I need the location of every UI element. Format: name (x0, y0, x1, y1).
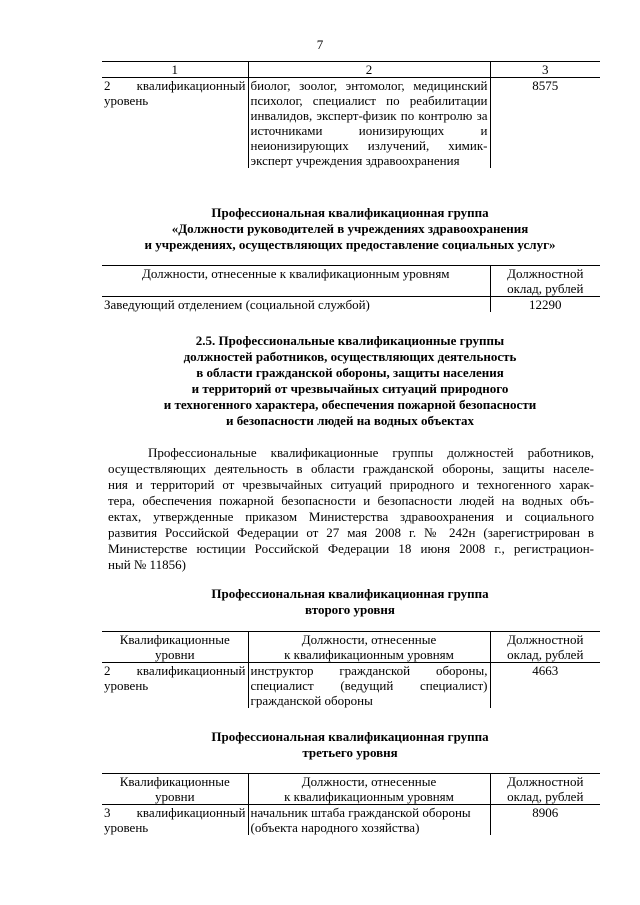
qualification-table-continued (102, 61, 600, 168)
heading-line: Профессиональная квалификационная группа (211, 205, 489, 220)
header-salary-line: Должностной (507, 774, 584, 789)
table-row (102, 297, 600, 313)
heading-line: второго уровня (305, 602, 395, 617)
header-positions (248, 774, 490, 805)
header-positions-line: Должности, отнесенные (301, 632, 437, 647)
group-heading-second-level (60, 586, 640, 618)
header-salary (490, 266, 600, 297)
table-row (102, 78, 600, 169)
salary-cell: 12290 (490, 297, 600, 313)
page-number: 7 (316, 37, 324, 52)
heading-line: 2.5. Профессиональные квалификационные группы (195, 333, 505, 348)
positions-cell: инструктор гражданской обороны, специалист (ведущий специалист) гражданской обороны (248, 663, 490, 709)
header-levels (102, 774, 248, 805)
second-level-table (102, 631, 600, 708)
table-row (102, 663, 600, 709)
header-salary (490, 774, 600, 805)
table-row (102, 805, 600, 836)
column-number-3: 3 (490, 62, 600, 78)
table-header-row (102, 266, 600, 297)
header-salary-line: Должностной (507, 266, 584, 281)
header-levels-line: Квалификационные (119, 774, 230, 789)
section-heading-civil-defense (60, 333, 640, 429)
paragraph-line: тера, обеспечения пожарной безопасности и безопасности людей на водных объ- (108, 493, 594, 508)
salary-cell: 4663 (490, 663, 600, 709)
group-heading-third-level (60, 729, 640, 761)
positions-cell: начальник штаба гражданской обороны (объекта народного хозяйства) (248, 805, 490, 836)
header-levels-line: уровни (154, 647, 195, 662)
qualification-level-cell: 3 квалификационный уровень (104, 805, 246, 835)
heading-line: и безопасности людей на водных объектах (225, 413, 475, 428)
header-levels-line: Квалификационные (119, 632, 230, 647)
paragraph-line: ния и территорий от чрезвычайных ситуаций природного и техногенного харак- (108, 477, 594, 492)
position-cell: Заведующий отделением (социальной службой) (104, 297, 370, 312)
paragraph-line: Министерстве юстиции Российской Федерации 18 июня 2008 г., регистрацион- (108, 541, 594, 556)
heading-line: в области гражданской обороны, защиты населения (196, 365, 504, 380)
salary-cell: 8906 (490, 805, 600, 836)
paragraph-line: Профессиональные квалификационные группы должностей работников, (148, 445, 594, 460)
table-header-row (102, 632, 600, 663)
heading-line: и учреждениях, осуществляющих предоставление социальных услуг» (144, 237, 556, 252)
header-salary (490, 632, 600, 663)
salary-cell: 8575 (490, 78, 600, 169)
header-levels-line: уровни (154, 789, 195, 804)
heading-line: и территорий от чрезвычайных ситуаций природного (191, 381, 509, 396)
header-positions: Должности, отнесенные к квалификационным уровням (141, 266, 450, 281)
header-levels (102, 632, 248, 663)
section-paragraph (108, 445, 594, 573)
heading-line: должностей работников, осуществляющих деятельность (183, 349, 517, 364)
heading-line: и техногенного характера, обеспечения пожарной безопасности (163, 397, 537, 412)
paragraph-line: ектах, утвержденные приказом Министерства здравоохранения и социального (108, 509, 594, 524)
column-number-2: 2 (248, 62, 490, 78)
heading-line: Профессиональная квалификационная группа (211, 586, 489, 601)
header-positions (248, 632, 490, 663)
header-positions-line: Должности, отнесенные (301, 774, 437, 789)
header-salary-line: Должностной (507, 632, 584, 647)
header-salary-line: оклад, рублей (507, 789, 584, 804)
heading-line: третьего уровня (302, 745, 398, 760)
column-number-1: 1 (171, 62, 178, 77)
positions-cell: биолог, зоолог, энтомолог, медицинский психолог, специалист по реабилитации инвалидов, эксперт-физик по контролю за источниками ионизирующих и неионизирующих излучений, химик-эксперт учреждения здравоохранения (248, 78, 490, 169)
table-column-numbers-row (102, 62, 600, 78)
qualification-level-cell: 2 квалификационный уровень (104, 663, 246, 693)
header-positions-line: к квалификационным уровням (284, 789, 454, 804)
header-salary-line: оклад, рублей (507, 647, 584, 662)
qualification-level-cell: 2 квалификационный уровень (104, 78, 246, 108)
group-heading-managers (60, 205, 640, 253)
table-header-row (102, 774, 600, 805)
header-salary-line: оклад, рублей (507, 281, 584, 296)
third-level-table (102, 773, 600, 835)
header-positions-line: к квалификационным уровням (284, 647, 454, 662)
paragraph-line: развития Российской Федерации от 27 мая 2008 г. № 242н (зарегистрирован в (108, 525, 594, 540)
heading-line: Профессиональная квалификационная группа (211, 729, 489, 744)
heading-line: «Должности руководителей в учреждениях здравоохранения (171, 221, 529, 236)
paragraph-line: осуществляющих деятельность в области гражданской обороны, защиты населе- (108, 461, 594, 476)
paragraph-line: ный № 11856) (108, 557, 186, 572)
managers-table (102, 265, 600, 312)
